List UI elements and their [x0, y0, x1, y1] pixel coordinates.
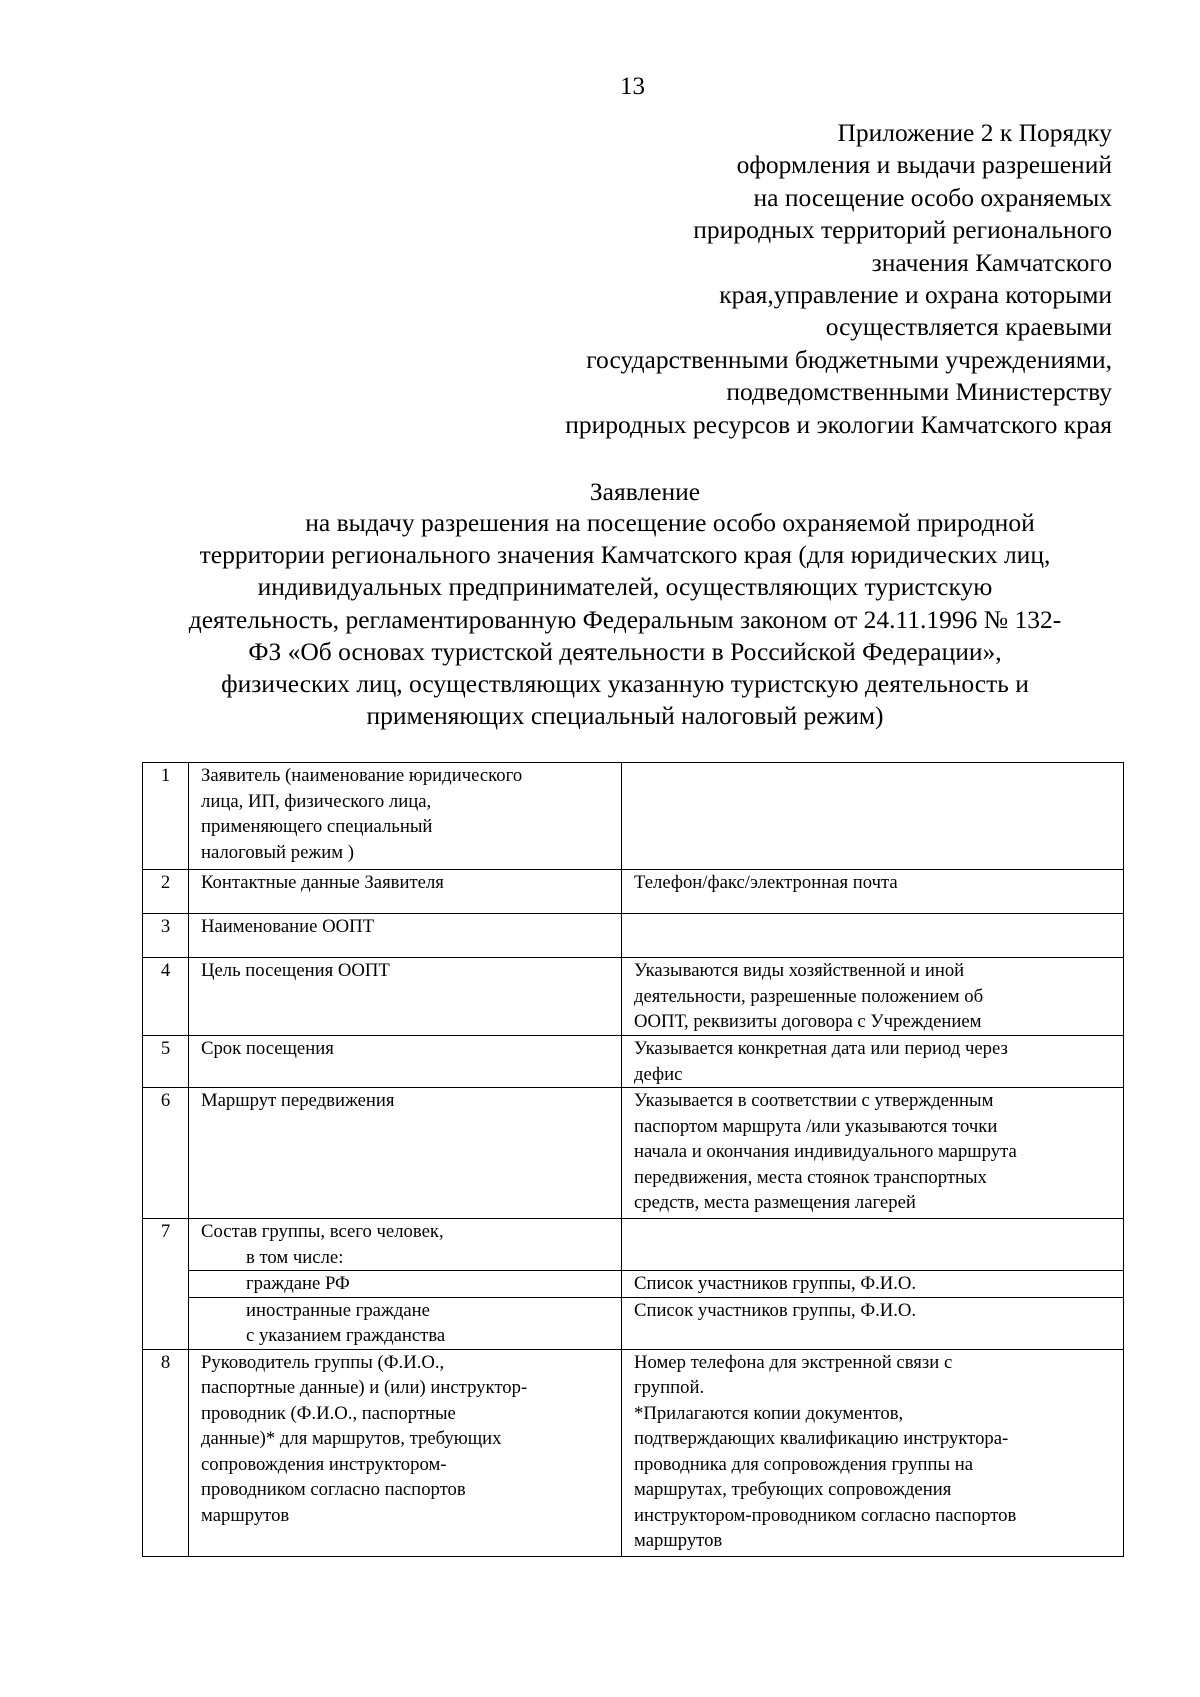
- field-value-line: Список участников группы, Ф.И.О.: [634, 1273, 917, 1294]
- field-label-line: проводником согласно паспортов: [201, 1479, 466, 1500]
- field-label: [189, 870, 622, 914]
- row-number: 3: [143, 914, 189, 958]
- document-title: Заявление: [589, 477, 701, 506]
- table-row: [143, 1088, 1124, 1219]
- table-row: [143, 1219, 1124, 1271]
- row-number: 6: [143, 1088, 189, 1219]
- field-label-line: сопровождения инструктором-: [201, 1453, 447, 1475]
- field-value-line: Телефон/факс/электронная почта: [634, 872, 898, 893]
- field-value-line: маршрутов: [634, 1530, 723, 1551]
- subtitle-line: физических лиц, осуществляющих указанную туристскую деятельность и: [221, 669, 1029, 699]
- field-label: [189, 1271, 622, 1298]
- subtitle-line: деятельность, регламентированную Федеральным законом от 24.11.1996 № 132-: [188, 604, 1062, 634]
- page-number: 13: [620, 73, 645, 100]
- field-label-line: Срок посещения: [201, 1038, 334, 1059]
- subtitle-line: территории регионального значения Камчатского края (для юридических лиц,: [199, 540, 1051, 570]
- field-label-line: паспортные данные) и (или) инструктор-: [201, 1377, 528, 1398]
- field-label-line: иностранные граждане: [246, 1299, 430, 1321]
- field-label-line: проводник (Ф.И.О., паспортные: [201, 1402, 456, 1424]
- field-label-line: Заявитель (наименование юридического: [201, 765, 523, 786]
- field-label-line: Руководитель группы (Ф.И.О.,: [201, 1351, 445, 1373]
- field-value-line: маршрутах, требующих сопровождения: [634, 1479, 952, 1500]
- table-row: [143, 870, 1124, 914]
- field-label-line: Состав группы, всего человек,: [201, 1221, 444, 1242]
- field-label: [189, 914, 622, 958]
- field-value[interactable]: [622, 1219, 1124, 1271]
- field-value[interactable]: [622, 958, 1124, 1036]
- appendix-line: оформления и выдачи разрешений: [736, 150, 1112, 180]
- field-value[interactable]: [622, 1036, 1124, 1088]
- field-value-line: подтверждающих квалификацию инструктора-: [634, 1428, 1009, 1449]
- field-value-line: Список участников группы, Ф.И.О.: [634, 1299, 917, 1321]
- appendix-line: природных территорий регионального: [693, 215, 1112, 245]
- field-value-line: деятельности, разрешенные положением об: [634, 985, 984, 1007]
- field-label-line: налоговый режим ): [201, 841, 354, 863]
- field-value-line: Номер телефона для экстренной связи с: [634, 1351, 953, 1373]
- field-label: [189, 958, 622, 1036]
- field-value-line: дефис: [634, 1063, 683, 1085]
- row-number: 1: [143, 763, 189, 870]
- field-label: [189, 763, 622, 870]
- field-label-line: маршрутов: [201, 1504, 290, 1526]
- field-value[interactable]: [622, 1271, 1124, 1298]
- field-value[interactable]: [622, 1349, 1124, 1556]
- subtitle-line: индивидуальных предпринимателей, осуществляющих туристскую: [257, 572, 993, 602]
- field-value-line: передвижения, места стоянок транспортных: [634, 1166, 987, 1188]
- appendix-line: подведомственными Министерству: [726, 377, 1112, 407]
- field-value-line: средств, места размещения лагерей: [634, 1192, 916, 1213]
- subtitle-line: ФЗ «Об основах туристской деятельности в Российской Федерации»,: [248, 636, 1002, 666]
- row-number: 4: [143, 958, 189, 1036]
- table-subrow: [143, 1297, 1124, 1349]
- field-value-line: Указывается конкретная дата или период через: [634, 1038, 1008, 1059]
- field-label-line: Контактные данные Заявителя: [201, 872, 444, 893]
- application-form-table: [142, 762, 1124, 1557]
- row-number: 8: [143, 1349, 189, 1556]
- field-label-line: с указанием гражданства: [246, 1325, 446, 1346]
- field-label-line: Наименование ООПТ: [201, 916, 374, 937]
- table-subrow: [143, 1271, 1124, 1298]
- appendix-header: [412, 117, 1112, 441]
- appendix-line: государственными бюджетными учреждениями,: [586, 344, 1112, 374]
- field-label-line: лица, ИП, физического лица,: [201, 790, 432, 812]
- subtitle-line: применяющих специальный налоговый режим): [366, 701, 884, 731]
- field-value-line: паспортом маршрута /или указываются точки: [634, 1115, 998, 1137]
- field-value[interactable]: [622, 914, 1124, 958]
- row-number: 5: [143, 1036, 189, 1088]
- table-row: [143, 1036, 1124, 1088]
- appendix-line: на посещение особо охраняемых: [753, 182, 1112, 212]
- row-number: 7: [143, 1219, 189, 1350]
- appendix-line: края,управление и охрана которыми: [719, 280, 1112, 310]
- field-value-line: *Прилагаются копии документов,: [634, 1402, 904, 1424]
- field-label-line: данные)* для маршрутов, требующих: [201, 1428, 502, 1449]
- field-value-line: инструктором-проводником согласно паспортов: [634, 1504, 1017, 1526]
- field-value-line: Указывается в соответствии с утвержденным: [634, 1090, 994, 1111]
- field-label-line: Цель посещения ООПТ: [201, 960, 390, 981]
- row-number: 2: [143, 870, 189, 914]
- field-label-line: в том числе:: [246, 1246, 344, 1268]
- field-label-line: граждане РФ: [246, 1273, 350, 1294]
- appendix-line: Приложение 2 к Порядку: [837, 118, 1112, 147]
- field-label: [189, 1297, 622, 1349]
- table-row: [143, 763, 1124, 870]
- field-value[interactable]: [622, 1088, 1124, 1219]
- appendix-line: значения Камчатского: [871, 247, 1112, 277]
- field-value[interactable]: [622, 1297, 1124, 1349]
- table-row: [143, 1349, 1124, 1556]
- field-value[interactable]: [622, 870, 1124, 914]
- field-label: [189, 1036, 622, 1088]
- field-value-line: проводника для сопровождения группы на: [634, 1453, 974, 1475]
- table-row: [143, 914, 1124, 958]
- field-label: [189, 1349, 622, 1556]
- field-value[interactable]: [622, 763, 1124, 870]
- field-label: [189, 1219, 622, 1271]
- document-subtitle: [130, 507, 1120, 732]
- field-label-line: применяющего специальный: [201, 816, 433, 837]
- field-value-line: группой.: [634, 1377, 705, 1398]
- field-value-line: начала и окончания индивидуального маршрута: [634, 1141, 1017, 1162]
- subtitle-line: на выдачу разрешения на посещение особо охраняемой природной: [305, 508, 1035, 537]
- field-label: [189, 1088, 622, 1219]
- field-label-line: Маршрут передвижения: [201, 1090, 395, 1111]
- appendix-line: осуществляется краевыми: [825, 312, 1112, 342]
- field-value-line: Указываются виды хозяйственной и иной: [634, 960, 965, 981]
- field-value-line: ООПТ, реквизиты договора с Учреждением: [634, 1011, 982, 1032]
- appendix-line: природных ресурсов и экологии Камчатского края: [565, 409, 1112, 439]
- table-row: [143, 958, 1124, 1036]
